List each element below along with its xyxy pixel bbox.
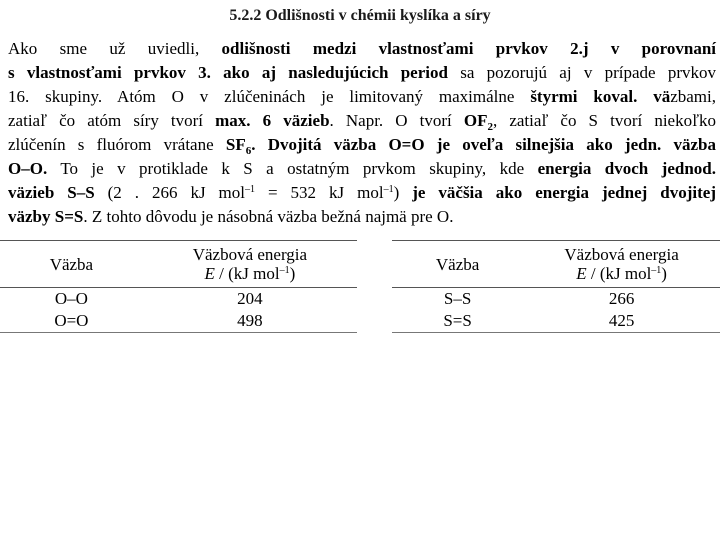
section-title: 5.2.2 Odlišnosti v chémii kyslíka a síry	[229, 7, 491, 24]
unit-close: )	[661, 264, 667, 283]
unit-text: / (kJ mol	[214, 264, 280, 283]
bold-text: O–O.	[8, 159, 48, 178]
energy-cell: 204	[237, 289, 263, 308]
column-header-bond: Väzba	[0, 241, 143, 288]
text: . Napr. O tvorí	[329, 111, 464, 130]
bold-text: s vlastnosťami prvkov 3. ako aj nasledujúcich period	[8, 63, 448, 82]
header-text: Väzbová energia	[192, 245, 308, 264]
paragraph-line	[8, 61, 716, 85]
paragraph-line	[8, 133, 716, 157]
column-header-bond: Väzba	[392, 241, 523, 288]
bond-cell: O=O	[0, 310, 143, 333]
sulfur-bond-energy-table	[392, 240, 720, 333]
text: sa pozorujú aj v prípade prvkov	[447, 63, 716, 82]
bold-text: max. 6 väzieb	[215, 111, 330, 130]
paragraph-line	[8, 109, 716, 133]
unit-exponent: –1	[279, 265, 290, 276]
text: . Z tohto dôvodu je násobná väzba bežná najmä pre O.	[83, 207, 454, 226]
paragraph-line	[8, 157, 716, 181]
bold-text: štyrmi koval. vä	[530, 87, 671, 106]
table-header	[0, 241, 357, 288]
body-paragraph	[8, 37, 716, 229]
table-row	[392, 310, 720, 333]
column-header-energy	[523, 241, 720, 288]
text: = 532 kJ mol	[255, 183, 384, 202]
unit-close: )	[289, 264, 296, 283]
unit-exponent: –1	[651, 265, 662, 276]
table-row	[392, 288, 720, 311]
bond-cell: S–S	[443, 289, 472, 308]
energy-cell: 498	[143, 310, 357, 333]
bold-text: OF	[463, 111, 488, 130]
energy-symbol: E	[204, 264, 215, 283]
table-row	[0, 310, 357, 333]
bond-cell: S=S	[392, 310, 523, 333]
bond-cell: O–O	[54, 289, 88, 308]
text: )	[393, 183, 413, 202]
text: Ako sme už uviedli,	[8, 39, 222, 58]
oxygen-bond-energy-table	[0, 240, 357, 333]
text: , zatiaľ čo S tvorí niekoľko	[492, 111, 716, 130]
header-text: Väzbová energia	[564, 245, 679, 264]
unit-text: / (kJ mol	[586, 264, 652, 283]
bold-text: je väčšia ako energia jednej dvojitej	[412, 183, 716, 202]
bold-text: väzby S=S	[8, 207, 84, 226]
text: –1	[383, 184, 394, 195]
bold-text: odlišnosti medzi vlastnosťami prvkov 2.j v porovnaní	[221, 39, 717, 58]
text: –1	[245, 184, 256, 195]
text: zatiaľ čo atóm síry tvorí	[8, 111, 216, 130]
bold-text: . Dvojitá väzba O=O je oveľa silnejšia ako jedn. väzba	[251, 135, 716, 154]
column-header-energy	[143, 241, 357, 288]
paragraph-line	[8, 37, 716, 61]
bold-text: SF	[225, 135, 246, 154]
paragraph-line	[8, 181, 716, 205]
table-header	[392, 241, 720, 288]
bold-text: 2	[487, 121, 493, 133]
text: (2 . 266 kJ mol	[94, 183, 246, 202]
text: 16. skupiny. Atóm O v zlúčeninách je limitovaný maximálne	[8, 87, 531, 106]
paragraph-line	[8, 85, 716, 109]
energy-cell: 266	[608, 289, 635, 308]
table-row	[0, 288, 357, 311]
bold-text: 6	[245, 145, 252, 157]
paragraph-line	[8, 205, 716, 229]
energy-cell: 425	[523, 310, 720, 333]
text: To je v protiklade k S a ostatným prvkom skupiny, kde	[47, 159, 538, 178]
text: zlúčenín s fluórom vrátane	[8, 135, 226, 154]
text: zbami,	[670, 87, 716, 106]
bold-text: väzieb S–S	[8, 183, 95, 202]
energy-symbol: E	[576, 264, 587, 283]
bold-text: energia dvoch jednod.	[537, 159, 717, 178]
